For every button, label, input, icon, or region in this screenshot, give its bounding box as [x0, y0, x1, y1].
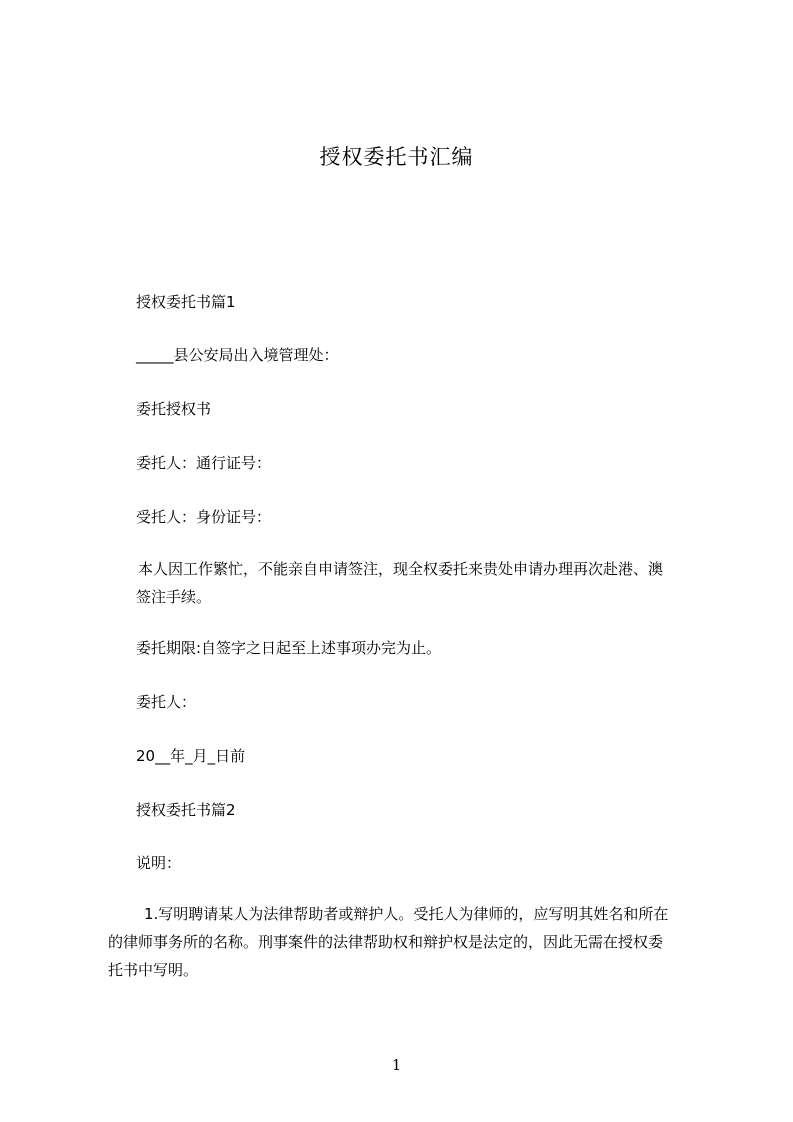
body-paragraph-1: [108, 555, 708, 611]
body-paragraph-1-line-2: 签注手续。: [136, 588, 212, 606]
body-paragraph-2-line-1: 1.写明聘请某人为法律帮助者或辩护人。受托人为律师的，应写明其姓名和所在: [144, 905, 669, 923]
principal-line: 委托人：通行证号：: [136, 454, 272, 472]
body-paragraph-2-line-2: 的律师事务所的名称。刑事案件的法律帮助权和辩护权是法定的，因此无需在授权委: [108, 933, 664, 951]
section-heading-1: 授权委托书篇1: [136, 293, 236, 311]
agent-line: 受托人：身份证号：: [136, 508, 272, 526]
document-title: 授权委托书汇编: [319, 145, 474, 169]
body-paragraph-2: [108, 900, 708, 984]
section-heading-2: 授权委托书篇2: [136, 801, 236, 819]
body-paragraph-2-line-3: 托书中写明。: [108, 961, 199, 979]
addressee-line: _____县公安局出入境管理处：: [136, 346, 339, 364]
body-paragraph-1-line-1: 本人因工作繁忙，不能亲自申请签注，现全权委托来贵处申请办理再次赴港、澳: [138, 560, 664, 578]
validity-period-line: 委托期限:自签字之日起至上述事项办完为止。: [136, 639, 442, 657]
date-line: 20__年_月_日前: [136, 747, 246, 765]
notes-heading: 说明：: [136, 854, 182, 872]
subtitle-line: 委托授权书: [136, 400, 212, 418]
principal-signature-line: 委托人：: [136, 693, 197, 711]
page-number: 1: [391, 1056, 402, 1074]
